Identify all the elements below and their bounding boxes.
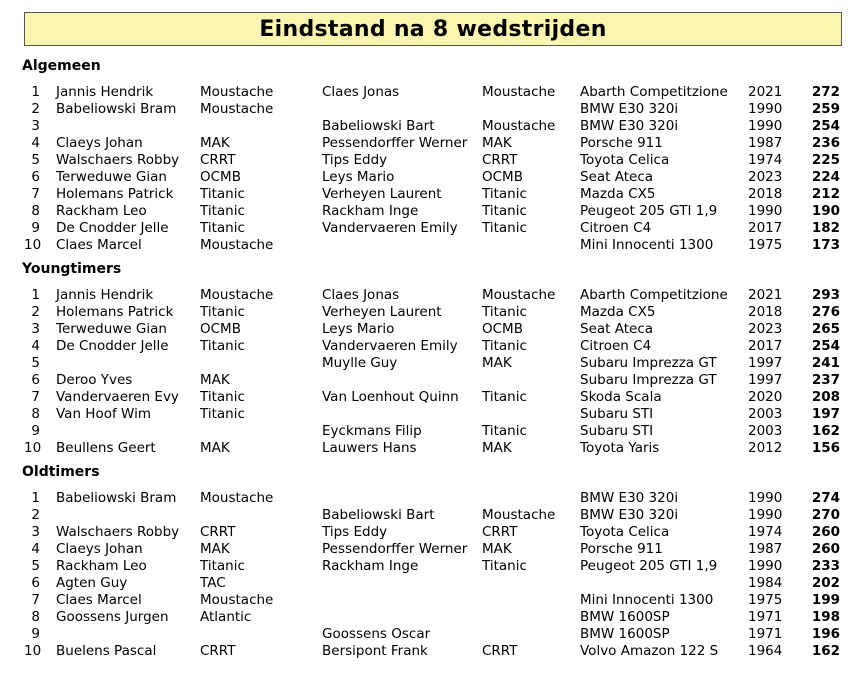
table-row (0, 304, 852, 321)
position-cell: 4 (31, 541, 40, 557)
position-cell: 8 (31, 406, 40, 422)
position-cell: 1 (31, 84, 40, 100)
table-row (0, 524, 852, 541)
points-cell: 270 (811, 507, 840, 523)
position-cell: 2 (31, 101, 40, 117)
codriver-club-cell: MAK (482, 135, 512, 151)
codriver-club-cell: MAK (482, 541, 512, 557)
car-cell: Subaru STI (580, 406, 654, 422)
codriver-cell: Pessendorffer Werner (322, 135, 468, 151)
codriver-cell: Claes Jonas (322, 287, 400, 303)
car-cell: Subaru STI (580, 423, 654, 439)
driver-cell: Claeys Johan (56, 135, 143, 151)
table-row (0, 592, 852, 609)
position-cell: 10 (24, 440, 42, 456)
club-cell: Moustache (200, 101, 274, 117)
club-cell: MAK (200, 541, 230, 557)
driver-cell: Walschaers Robby (56, 524, 180, 540)
points-cell: 197 (811, 406, 840, 422)
table-row (0, 135, 852, 152)
club-cell: OCMB (200, 169, 241, 185)
club-cell: Moustache (200, 84, 274, 100)
table-row (0, 84, 852, 101)
codriver-cell: Vandervaeren Emily (322, 338, 458, 354)
car-cell: Toyota Yaris (580, 440, 660, 456)
year-cell: 2017 (748, 220, 783, 236)
codriver-cell: Goossens Oscar (322, 626, 431, 642)
year-cell: 1984 (748, 575, 783, 591)
codriver-club-cell: MAK (482, 355, 512, 371)
points-cell: 254 (811, 118, 840, 134)
table-row (0, 118, 852, 135)
table-row (0, 490, 852, 507)
points-cell: 173 (811, 237, 840, 253)
car-cell: Mazda CX5 (580, 304, 656, 320)
position-cell: 7 (31, 592, 40, 608)
position-cell: 2 (31, 304, 40, 320)
year-cell: 1990 (748, 490, 783, 506)
driver-cell: Beullens Geert (56, 440, 156, 456)
codriver-club-cell: MAK (482, 440, 512, 456)
codriver-club-cell: Titanic (482, 220, 527, 236)
codriver-cell: Verheyen Laurent (322, 304, 442, 320)
year-cell: 1990 (748, 507, 783, 523)
table-row (0, 440, 852, 457)
club-cell: MAK (200, 440, 230, 456)
points-cell: 293 (811, 287, 840, 303)
driver-cell: Jannis Hendrik (56, 287, 154, 303)
club-cell: Titanic (200, 389, 245, 405)
table-row (0, 541, 852, 558)
year-cell: 1990 (748, 558, 783, 574)
car-cell: Subaru Imprezza GT (580, 372, 717, 388)
table-row (0, 186, 852, 203)
points-cell: 236 (811, 135, 840, 151)
codriver-club-cell: CRRT (482, 152, 518, 168)
section-heading: Youngtimers (22, 261, 122, 277)
year-cell: 2012 (748, 440, 783, 456)
table-row (0, 609, 852, 626)
club-cell: TAC (200, 575, 226, 591)
points-cell: 259 (811, 101, 840, 117)
car-cell: Mini Innocenti 1300 (580, 237, 714, 253)
codriver-cell: Muylle Guy (322, 355, 398, 371)
codriver-cell: Babeliowski Bart (322, 507, 435, 523)
position-cell: 1 (31, 287, 40, 303)
club-cell: CRRT (200, 643, 236, 659)
codriver-cell: Verheyen Laurent (322, 186, 442, 202)
club-cell: Titanic (200, 304, 245, 320)
points-cell: 190 (811, 203, 840, 219)
points-cell: 198 (811, 609, 840, 625)
year-cell: 2018 (748, 304, 783, 320)
year-cell: 1971 (748, 626, 783, 642)
position-cell: 8 (31, 203, 40, 219)
position-cell: 9 (31, 423, 40, 439)
position-cell: 5 (31, 355, 40, 371)
car-cell: BMW E30 320i (580, 101, 679, 117)
position-cell: 7 (31, 186, 40, 202)
codriver-cell: Leys Mario (322, 321, 395, 337)
position-cell: 5 (31, 558, 40, 574)
points-cell: 233 (811, 558, 840, 574)
position-cell: 3 (31, 118, 40, 134)
year-cell: 1997 (748, 355, 783, 371)
codriver-club-cell: Titanic (482, 203, 527, 219)
position-cell: 10 (24, 643, 42, 659)
car-cell: Toyota Celica (580, 152, 670, 168)
club-cell: Titanic (200, 203, 245, 219)
codriver-club-cell: CRRT (482, 524, 518, 540)
club-cell: Moustache (200, 287, 274, 303)
points-cell: 241 (811, 355, 840, 371)
points-cell: 274 (811, 490, 840, 506)
year-cell: 1987 (748, 135, 783, 151)
driver-cell: Rackham Leo (56, 203, 147, 219)
position-cell: 3 (31, 524, 40, 540)
table-row (0, 237, 852, 254)
points-cell: 272 (811, 84, 840, 100)
car-cell: Skoda Scala (580, 389, 662, 405)
year-cell: 1975 (748, 592, 783, 608)
car-cell: Mazda CX5 (580, 186, 656, 202)
position-cell: 6 (31, 372, 40, 388)
driver-cell: Vandervaeren Evy (56, 389, 179, 405)
table-row (0, 575, 852, 592)
table-row (0, 558, 852, 575)
table-row (0, 406, 852, 423)
points-cell: 162 (811, 643, 840, 659)
car-cell: BMW E30 320i (580, 507, 679, 523)
year-cell: 1974 (748, 524, 783, 540)
points-cell: 199 (811, 592, 840, 608)
driver-cell: Jannis Hendrik (56, 84, 154, 100)
table-row (0, 203, 852, 220)
points-cell: 196 (811, 626, 840, 642)
club-cell: OCMB (200, 321, 241, 337)
year-cell: 2017 (748, 338, 783, 354)
club-cell: Atlantic (200, 609, 252, 625)
table-row (0, 626, 852, 643)
club-cell: Titanic (200, 558, 245, 574)
car-cell: Citroen C4 (580, 220, 652, 236)
codriver-cell: Claes Jonas (322, 84, 400, 100)
year-cell: 1971 (748, 609, 783, 625)
driver-cell: Walschaers Robby (56, 152, 180, 168)
table-row (0, 372, 852, 389)
year-cell: 2021 (748, 287, 783, 303)
club-cell: Titanic (200, 220, 245, 236)
driver-cell: Holemans Patrick (56, 186, 174, 202)
codriver-club-cell: CRRT (482, 643, 518, 659)
car-cell: Citroen C4 (580, 338, 652, 354)
table-row (0, 507, 852, 524)
codriver-cell: Rackham Inge (322, 203, 419, 219)
points-cell: 237 (811, 372, 840, 388)
position-cell: 2 (31, 507, 40, 523)
driver-cell: De Cnodder Jelle (56, 338, 169, 354)
car-cell: Subaru Imprezza GT (580, 355, 717, 371)
position-cell: 4 (31, 135, 40, 151)
table-row (0, 338, 852, 355)
car-cell: BMW E30 320i (580, 490, 679, 506)
club-cell: MAK (200, 135, 230, 151)
points-cell: 225 (811, 152, 840, 168)
codriver-cell: Lauwers Hans (322, 440, 417, 456)
codriver-club-cell: OCMB (482, 169, 523, 185)
points-cell: 276 (811, 304, 840, 320)
driver-cell: Claeys Johan (56, 541, 143, 557)
year-cell: 2018 (748, 186, 783, 202)
points-cell: 254 (811, 338, 840, 354)
table-row (0, 321, 852, 338)
year-cell: 1990 (748, 203, 783, 219)
codriver-club-cell: Titanic (482, 423, 527, 439)
car-cell: BMW E30 320i (580, 118, 679, 134)
table-row (0, 152, 852, 169)
car-cell: Peugeot 205 GTI 1,9 (580, 558, 718, 574)
codriver-cell: Rackham Inge (322, 558, 419, 574)
points-cell: 212 (811, 186, 840, 202)
points-cell: 162 (811, 423, 840, 439)
table-row (0, 643, 852, 660)
codriver-cell: Tips Eddy (322, 152, 388, 168)
year-cell: 1975 (748, 237, 783, 253)
driver-cell: Rackham Leo (56, 558, 147, 574)
table-row (0, 220, 852, 237)
codriver-cell: Eyckmans Filip (322, 423, 422, 439)
club-cell: Moustache (200, 237, 274, 253)
points-cell: 208 (811, 389, 840, 405)
club-cell: Moustache (200, 592, 274, 608)
car-cell: Mini Innocenti 1300 (580, 592, 714, 608)
year-cell: 1987 (748, 541, 783, 557)
driver-cell: Buelens Pascal (56, 643, 157, 659)
position-cell: 9 (31, 220, 40, 236)
driver-cell: Van Hoof Wim (56, 406, 151, 422)
car-cell: Peugeot 205 GTI 1,9 (580, 203, 718, 219)
year-cell: 1964 (748, 643, 783, 659)
codriver-club-cell: Moustache (482, 118, 556, 134)
points-cell: 156 (811, 440, 840, 456)
driver-cell: De Cnodder Jelle (56, 220, 169, 236)
codriver-club-cell: Moustache (482, 84, 556, 100)
codriver-club-cell: Titanic (482, 389, 527, 405)
driver-cell: Claes Marcel (56, 592, 142, 608)
club-cell: Titanic (200, 406, 245, 422)
club-cell: CRRT (200, 152, 236, 168)
table-row (0, 287, 852, 304)
position-cell: 6 (31, 575, 40, 591)
year-cell: 1990 (748, 101, 783, 117)
car-cell: BMW 1600SP (580, 609, 670, 625)
car-cell: Seat Ateca (580, 321, 654, 337)
points-cell: 224 (811, 169, 840, 185)
table-row (0, 423, 852, 440)
year-cell: 1974 (748, 152, 783, 168)
points-cell: 202 (811, 575, 840, 591)
codriver-cell: Tips Eddy (322, 524, 388, 540)
page-title: Eindstand na 8 wedstrijden (24, 12, 842, 46)
position-cell: 1 (31, 490, 40, 506)
position-cell: 3 (31, 321, 40, 337)
year-cell: 1997 (748, 372, 783, 388)
codriver-cell: Van Loenhout Quinn (322, 389, 459, 405)
codriver-cell: Leys Mario (322, 169, 395, 185)
codriver-club-cell: Titanic (482, 186, 527, 202)
codriver-cell: Pessendorffer Werner (322, 541, 468, 557)
codriver-club-cell: Moustache (482, 287, 556, 303)
club-cell: Titanic (200, 186, 245, 202)
driver-cell: Babeliowski Bram (56, 101, 177, 117)
codriver-cell: Vandervaeren Emily (322, 220, 458, 236)
club-cell: Titanic (200, 338, 245, 354)
position-cell: 7 (31, 389, 40, 405)
driver-cell: Terweduwe Gian (56, 321, 167, 337)
year-cell: 2003 (748, 423, 783, 439)
year-cell: 2021 (748, 84, 783, 100)
section-heading: Algemeen (22, 58, 101, 74)
driver-cell: Babeliowski Bram (56, 490, 177, 506)
points-cell: 182 (811, 220, 840, 236)
table-row (0, 169, 852, 186)
position-cell: 6 (31, 169, 40, 185)
year-cell: 2023 (748, 321, 783, 337)
driver-cell: Holemans Patrick (56, 304, 174, 320)
position-cell: 10 (24, 237, 42, 253)
year-cell: 2020 (748, 389, 783, 405)
year-cell: 2023 (748, 169, 783, 185)
position-cell: 8 (31, 609, 40, 625)
car-cell: Porsche 911 (580, 135, 663, 151)
codriver-cell: Bersipont Frank (322, 643, 428, 659)
club-cell: MAK (200, 372, 230, 388)
table-row (0, 101, 852, 118)
year-cell: 1990 (748, 118, 783, 134)
table-row (0, 355, 852, 372)
driver-cell: Agten Guy (56, 575, 128, 591)
position-cell: 9 (31, 626, 40, 642)
driver-cell: Goossens Jurgen (56, 609, 169, 625)
driver-cell: Deroo Yves (56, 372, 133, 388)
codriver-cell: Babeliowski Bart (322, 118, 435, 134)
section-heading: Oldtimers (22, 464, 100, 480)
codriver-club-cell: Titanic (482, 558, 527, 574)
car-cell: Porsche 911 (580, 541, 663, 557)
club-cell: Moustache (200, 490, 274, 506)
car-cell: Abarth Competitzione (580, 287, 728, 303)
car-cell: Abarth Competitzione (580, 84, 728, 100)
car-cell: Seat Ateca (580, 169, 654, 185)
codriver-club-cell: Moustache (482, 507, 556, 523)
points-cell: 260 (811, 524, 840, 540)
club-cell: CRRT (200, 524, 236, 540)
year-cell: 2003 (748, 406, 783, 422)
points-cell: 260 (811, 541, 840, 557)
codriver-club-cell: Titanic (482, 338, 527, 354)
points-cell: 265 (811, 321, 840, 337)
codriver-club-cell: OCMB (482, 321, 523, 337)
codriver-club-cell: Titanic (482, 304, 527, 320)
driver-cell: Claes Marcel (56, 237, 142, 253)
driver-cell: Terweduwe Gian (56, 169, 167, 185)
table-row (0, 389, 852, 406)
position-cell: 5 (31, 152, 40, 168)
position-cell: 4 (31, 338, 40, 354)
car-cell: BMW 1600SP (580, 626, 670, 642)
car-cell: Volvo Amazon 122 S (580, 643, 719, 659)
car-cell: Toyota Celica (580, 524, 670, 540)
